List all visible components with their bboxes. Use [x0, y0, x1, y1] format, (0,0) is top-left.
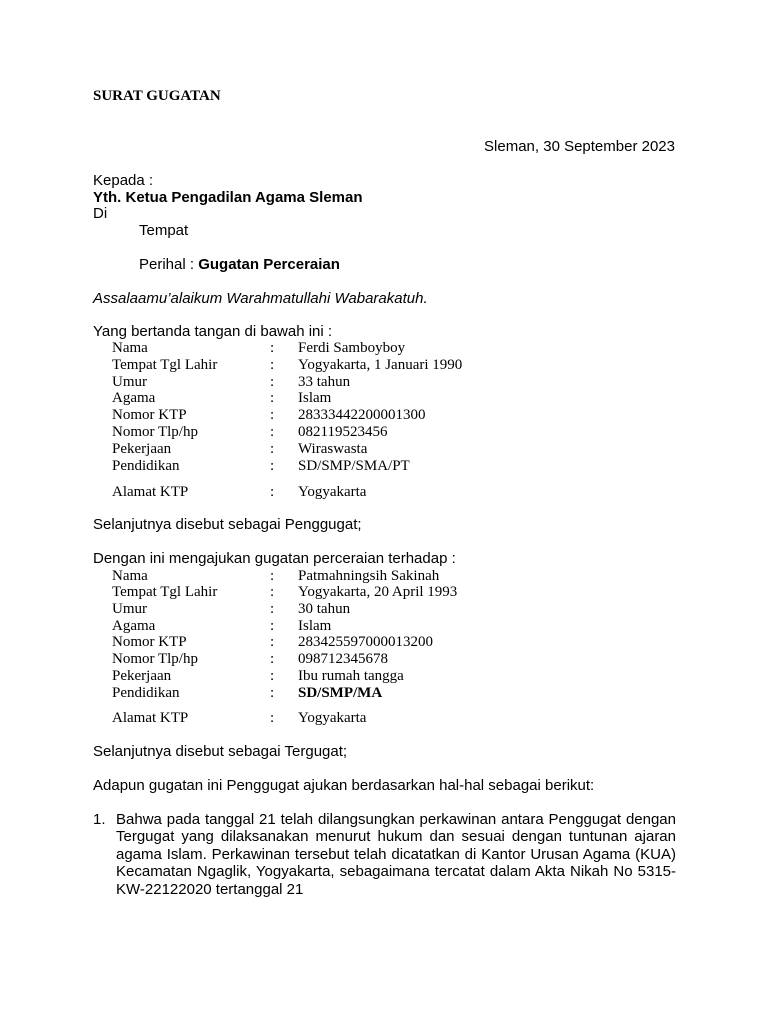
plaintiff-row-ttl: [112, 357, 672, 374]
defendant-row-umur: [112, 601, 672, 618]
perihal-value: Gugatan Perceraian: [198, 256, 340, 273]
di-label: Di: [93, 205, 108, 222]
field-value: Patmahningsih Sakinah: [298, 568, 440, 584]
field-label: Umur: [112, 601, 147, 617]
place-date: Sleman, 30 September 2023: [484, 138, 675, 155]
field-value: Yogyakarta, 1 Januari 1990: [298, 357, 463, 373]
plaintiff-intro: Yang bertanda tangan di bawah ini :: [93, 323, 333, 340]
addressee: Yth. Ketua Pengadilan Agama Sleman: [93, 189, 363, 206]
document-title: SURAT GUGATAN: [93, 88, 221, 104]
field-label: Tempat Tgl Lahir: [112, 584, 218, 600]
defendant-row-ktp: [112, 634, 672, 651]
field-value: 30 tahun: [298, 601, 351, 617]
kepada-label: Kepada :: [93, 172, 154, 189]
field-value: Yogyakarta: [298, 484, 367, 500]
field-value: 082119523456: [298, 424, 388, 440]
field-colon: :: [270, 568, 275, 584]
field-label: Nomor KTP: [112, 407, 187, 423]
field-label: Nomor Tlp/hp: [112, 424, 198, 440]
field-value: 098712345678: [298, 651, 388, 667]
defendant-row-agama: [112, 618, 672, 635]
field-colon: :: [270, 484, 275, 500]
field-colon: :: [270, 407, 275, 423]
greeting: Assalaamu’alaikum Warahmatullahi Wabarakatuh.: [93, 290, 428, 307]
field-label: Nomor Tlp/hp: [112, 651, 198, 667]
field-label: Umur: [112, 374, 147, 390]
defendant-intro: Dengan ini mengajukan gugatan perceraian terhadap :: [93, 550, 456, 567]
plaintiff-row-agama: [112, 390, 672, 407]
perihal-line: [139, 256, 340, 273]
field-label: Nama: [112, 340, 148, 356]
list-item-text: Bahwa pada tanggal 21 telah dilangsungkan perkawinan antara Penggugat dengan Tergugat yang dilaksanakan menurut hukum dan sesuai dengan tuntunan ajaran agama Islam. Perkawinan tersebut telah dicatatkan di Kantor Urusan Agama (KUA) Kecamatan Ngaglik, Yogyakarta, sebagaimana tercatat dalam Akta Nikah No 5315-KW-22122020 tertanggal 21: [116, 811, 676, 898]
field-colon: :: [270, 424, 275, 440]
field-colon: :: [270, 357, 275, 373]
plaintiff-row-ktp: [112, 407, 672, 424]
field-value: Islam: [298, 618, 332, 634]
field-label: Agama: [112, 618, 156, 634]
field-value: Islam: [298, 390, 332, 406]
field-value: Wiraswasta: [298, 441, 368, 457]
field-value: SD/SMP/MA: [298, 685, 383, 701]
field-colon: :: [270, 710, 275, 726]
defendant-row-alamat: [112, 710, 672, 727]
field-colon: :: [270, 458, 275, 474]
field-label: Pekerjaan: [112, 668, 172, 684]
field-colon: :: [270, 651, 275, 667]
field-colon: :: [270, 685, 275, 701]
defendant-row-nama: [112, 568, 672, 585]
field-colon: :: [270, 441, 275, 457]
field-label: Pendidikan: [112, 458, 180, 474]
field-value: 33 tahun: [298, 374, 351, 390]
plaintiff-row-alamat: [112, 484, 672, 501]
field-colon: :: [270, 374, 275, 390]
defendant-row-pendidikan: [112, 685, 672, 702]
defendant-outro: Selanjutnya disebut sebagai Tergugat;: [93, 743, 348, 760]
plaintiff-row-umur: [112, 374, 672, 391]
field-colon: :: [270, 584, 275, 600]
tempat-label: Tempat: [139, 222, 189, 239]
field-label: Nama: [112, 568, 148, 584]
field-value: 283425597000013200: [298, 634, 433, 650]
field-label: Agama: [112, 390, 156, 406]
plaintiff-row-tlp: [112, 424, 672, 441]
defendant-row-pekerjaan: [112, 668, 672, 685]
field-colon: :: [270, 634, 275, 650]
field-value: Yogyakarta, 20 April 1993: [298, 584, 458, 600]
field-value: SD/SMP/SMA/PT: [298, 458, 410, 474]
field-label: Pendidikan: [112, 685, 180, 701]
plaintiff-row-pendidikan: [112, 458, 672, 475]
field-label: Pekerjaan: [112, 441, 172, 457]
field-colon: :: [270, 390, 275, 406]
field-colon: :: [270, 668, 275, 684]
field-value: 28333442200001300: [298, 407, 426, 423]
list-item-number: 1.: [93, 811, 106, 828]
plaintiff-row-nama: [112, 340, 672, 357]
field-label: Alamat KTP: [112, 710, 189, 726]
perihal-label: Perihal :: [139, 256, 199, 273]
field-label: Alamat KTP: [112, 484, 189, 500]
field-colon: :: [270, 618, 275, 634]
defendant-row-ttl: [112, 584, 672, 601]
plaintiff-row-pekerjaan: [112, 441, 672, 458]
field-value: Ferdi Samboyboy: [298, 340, 406, 356]
field-label: Tempat Tgl Lahir: [112, 357, 218, 373]
field-colon: :: [270, 340, 275, 356]
field-value: Ibu rumah tangga: [298, 668, 404, 684]
defendant-row-tlp: [112, 651, 672, 668]
field-value: Yogyakarta: [298, 710, 367, 726]
plaintiff-outro: Selanjutnya disebut sebagai Penggugat;: [93, 516, 362, 533]
field-label: Nomor KTP: [112, 634, 187, 650]
grounds-intro: Adapun gugatan ini Penggugat ajukan berdasarkan hal-hal sebagai berikut:: [93, 777, 595, 794]
field-colon: :: [270, 601, 275, 617]
